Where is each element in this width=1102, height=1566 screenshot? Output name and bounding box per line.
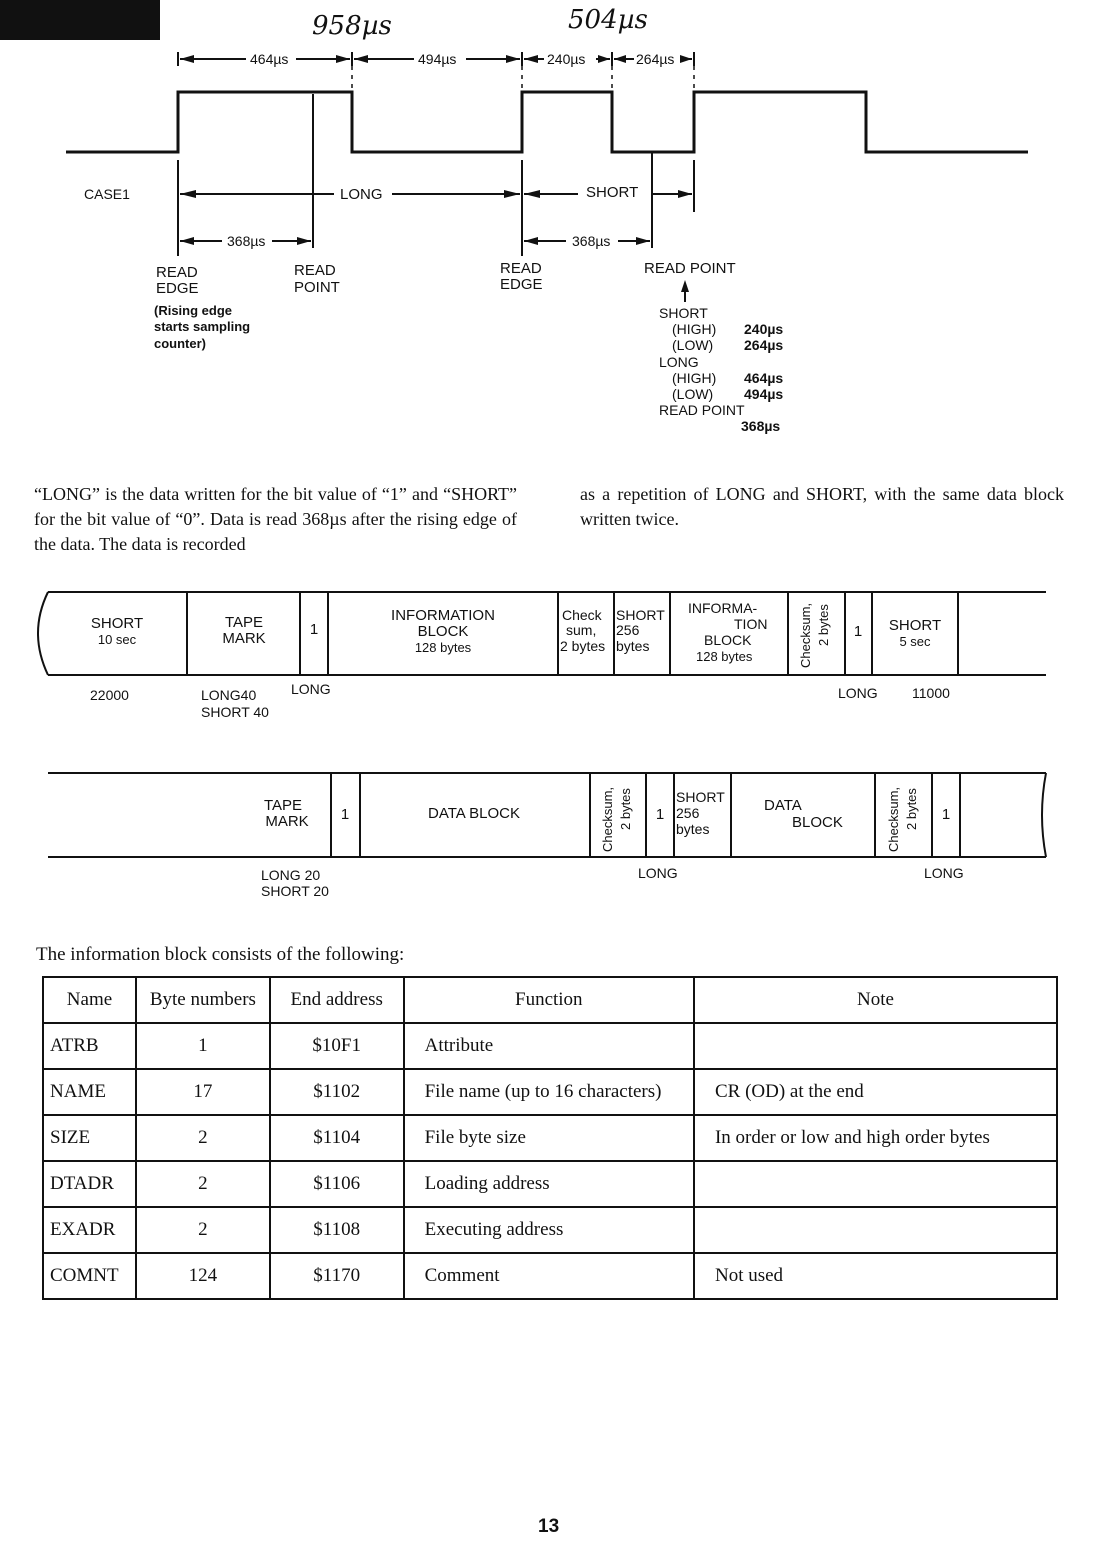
f2-one-c: 1: [941, 806, 951, 823]
f1-11000: 11000: [912, 685, 950, 701]
f1-info2-d: 128 bytes: [696, 649, 753, 664]
f1-info2-b: TION: [734, 616, 768, 632]
f1-info-a: INFORMATION: [391, 607, 495, 624]
table-header-row: [43, 977, 1057, 1023]
short-label: SHORT: [586, 184, 639, 201]
f1-info2-c: BLOCK: [704, 632, 752, 648]
f2-one-b: 1: [655, 806, 665, 823]
summary-value-4: 464µs: [744, 370, 784, 386]
f2-s256-c: bytes: [676, 821, 710, 837]
table-row: [43, 1161, 1057, 1207]
f1-short5-b: 5 sec: [899, 634, 931, 649]
frame-diagram-1: [0, 585, 1102, 725]
f1-s256-b: 256: [616, 622, 640, 638]
header-end-address: End address: [270, 977, 404, 1023]
table-row: [43, 1069, 1057, 1115]
info-block-table: [42, 976, 1058, 1300]
f2-one-a: 1: [340, 806, 350, 823]
long-label: LONG: [340, 186, 383, 203]
read-edge-label-2a: READ: [500, 260, 542, 277]
header-byte-numbers: Byte numbers: [136, 977, 270, 1023]
f2-long20: LONG 20: [261, 867, 321, 883]
cell-name: SIZE: [43, 1115, 136, 1161]
paragraph-right: as a repetition of LONG and SHORT, with the same data block written twice.: [580, 484, 1064, 529]
f1-info-b: BLOCK: [417, 623, 469, 640]
cell-address: $10F1: [270, 1023, 404, 1069]
cell-function: Loading address: [404, 1161, 694, 1207]
f1-short40: SHORT 40: [201, 704, 269, 720]
cell-note: [694, 1161, 1057, 1207]
read-point-label-right: READ POINT: [644, 260, 736, 277]
cell-name: ATRB: [43, 1023, 136, 1069]
f1-short10-b: 10 sec: [97, 632, 137, 647]
summary-label-0: SHORT: [659, 305, 708, 321]
f2-tape-b: MARK: [265, 813, 309, 830]
read-delay-2: 368µs: [572, 233, 611, 249]
f1-22000: 22000: [90, 687, 129, 703]
cell-function: Attribute: [404, 1023, 694, 1069]
f2-long-a: LONG: [638, 865, 678, 881]
cell-function: File name (up to 16 characters): [404, 1069, 694, 1115]
cell-bytes: 124: [136, 1253, 270, 1299]
f1-long-b: LONG: [838, 685, 878, 701]
cell-note: Not used: [694, 1253, 1057, 1299]
cell-bytes: 17: [136, 1069, 270, 1115]
f2-checksum2-b: 2 bytes: [904, 788, 919, 830]
read-point-label-a: READ: [294, 262, 336, 279]
f2-checksum1-b: 2 bytes: [618, 788, 633, 830]
f1-check-a: Check: [562, 607, 602, 623]
cell-name: EXADR: [43, 1207, 136, 1253]
summary-value-2: 264µs: [744, 337, 784, 353]
handwritten-504us: 504µs: [568, 5, 648, 35]
header-note: Note: [694, 977, 1057, 1023]
f1-short10-a: SHORT: [90, 615, 144, 632]
table-row: [43, 1023, 1057, 1069]
f2-data2-a: DATA: [764, 797, 802, 814]
f2-s256-b: 256: [676, 805, 700, 821]
cell-name: COMNT: [43, 1253, 136, 1299]
table-row: [43, 1115, 1057, 1161]
f1-one-a: 1: [309, 621, 319, 638]
summary-value-5: 494µs: [744, 386, 784, 402]
f1-long40: LONG40: [201, 687, 257, 703]
table-row: [43, 1253, 1057, 1299]
cell-address: $1108: [270, 1207, 404, 1253]
rising-note-1: (Rising edge: [154, 303, 233, 318]
cell-bytes: 2: [136, 1207, 270, 1253]
page-number: 13: [538, 1516, 560, 1537]
f2-long-b: LONG: [924, 865, 964, 881]
cell-bytes: 2: [136, 1115, 270, 1161]
dim-264us: 264µs: [636, 51, 675, 67]
read-delay-1: 368µs: [227, 233, 266, 249]
f2-data2-b: BLOCK: [792, 814, 843, 831]
cell-note: [694, 1207, 1057, 1253]
dim-464us: 464µs: [250, 51, 289, 67]
cell-bytes: 1: [136, 1023, 270, 1069]
summary-label-6: READ POINT: [659, 402, 745, 418]
summary-value-1: 240µs: [744, 321, 784, 337]
cell-note: [694, 1023, 1057, 1069]
frame-diagram-2: [0, 765, 1102, 905]
header-function: Function: [404, 977, 694, 1023]
f1-tape-b: MARK: [222, 630, 266, 647]
f1-info2-a: INFORMA-: [688, 600, 758, 616]
cell-address: $1170: [270, 1253, 404, 1299]
summary-value-7: 368µs: [741, 418, 781, 434]
dim-240us: 240µs: [547, 51, 586, 67]
f1-tape-a: TAPE: [224, 614, 264, 631]
read-edge-label-1b: EDGE: [156, 280, 199, 297]
cell-function: Comment: [404, 1253, 694, 1299]
rising-note-2: starts sampling: [154, 319, 251, 334]
f1-one-b: 1: [853, 623, 863, 640]
handwritten-958us: 958µs: [312, 11, 392, 41]
cell-address: $1104: [270, 1115, 404, 1161]
f1-s256-a: SHORT: [616, 607, 665, 623]
read-point-label-b: POINT: [294, 279, 340, 296]
read-edge-label-1a: READ: [156, 264, 198, 281]
f1-info-c: 128 bytes: [414, 640, 472, 655]
info-block-intro: The information block consists of the following:: [36, 944, 405, 965]
f2-short20: SHORT 20: [261, 883, 329, 899]
f1-check-c: 2 bytes: [560, 638, 606, 654]
header-name: Name: [43, 977, 136, 1023]
f1-short5-a: SHORT: [888, 617, 942, 634]
case-label: CASE1: [84, 186, 130, 202]
cell-function: Executing address: [404, 1207, 694, 1253]
cell-address: $1102: [270, 1069, 404, 1115]
cell-address: $1106: [270, 1161, 404, 1207]
f1-check-b: sum,: [566, 622, 597, 638]
f1-checksum-a: Checksum,: [798, 602, 813, 668]
paragraph-left: “LONG” is the data written for the bit value of “1” and “SHORT” for the bit value of “0”. Data is read 368µs after the rising edge of the data. The data is recorded: [34, 484, 517, 554]
f1-s256-c: bytes: [616, 638, 650, 654]
f2-s256-a: SHORT: [676, 789, 725, 805]
f2-checksum2-a: Checksum,: [886, 786, 901, 852]
timing-diagram: [0, 0, 1102, 450]
rising-note-3: counter): [154, 336, 206, 351]
cell-note: CR (OD) at the end: [694, 1069, 1057, 1115]
summary-label-1: (HIGH): [672, 321, 717, 337]
cell-bytes: 2: [136, 1161, 270, 1207]
f2-checksum1-a: Checksum,: [600, 786, 615, 852]
summary-label-3: LONG: [659, 354, 699, 370]
cell-note: In order or low and high order bytes: [694, 1115, 1057, 1161]
f1-long-a: LONG: [291, 681, 331, 697]
f2-data-block: DATA BLOCK: [428, 805, 520, 822]
cell-name: DTADR: [43, 1161, 136, 1207]
cell-name: NAME: [43, 1069, 136, 1115]
f1-checksum-b: 2 bytes: [816, 604, 831, 646]
summary-label-5: (LOW): [672, 386, 714, 402]
table-row: [43, 1207, 1057, 1253]
read-edge-label-2b: EDGE: [500, 276, 543, 293]
summary-label-4: (HIGH): [672, 370, 717, 386]
f2-tape-a: TAPE: [263, 797, 303, 814]
dim-494us: 494µs: [418, 51, 457, 67]
summary-label-2: (LOW): [672, 337, 714, 353]
cell-function: File byte size: [404, 1115, 694, 1161]
